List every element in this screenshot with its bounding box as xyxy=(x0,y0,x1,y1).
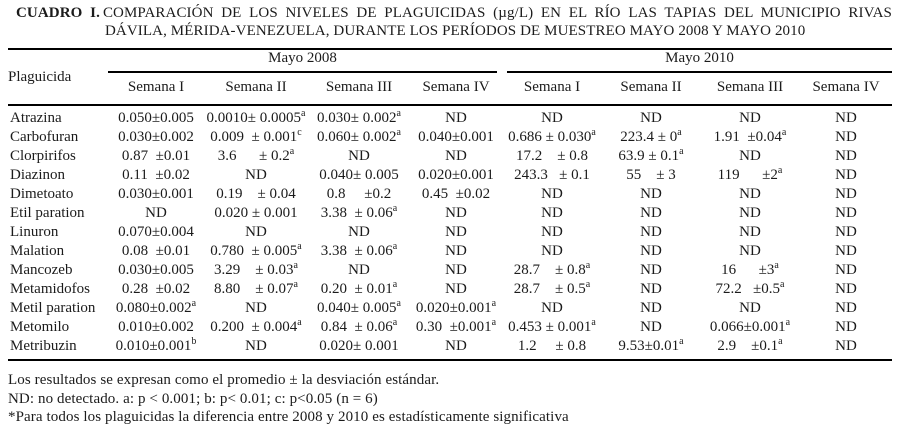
table-row xyxy=(8,299,892,318)
value-cell: 0.010±0.001$^b$ xyxy=(108,337,204,360)
pesticide-name: Metil paration xyxy=(10,300,96,316)
value-cell: ND xyxy=(245,167,267,183)
value-cell: 0.070±0.004 xyxy=(118,224,194,240)
value-cell: 1.2 ± 0.8 xyxy=(502,337,602,360)
value-cell: 28.7 ± 0.5$^a$ xyxy=(513,280,591,297)
table-row xyxy=(8,242,892,261)
table-row xyxy=(8,128,892,147)
significance-superscript: a xyxy=(392,318,398,328)
value-cell: ND xyxy=(739,224,761,240)
value-cell: 0.8 ±0.2 xyxy=(326,186,392,202)
value-cell: ND xyxy=(445,281,467,297)
value-cell: 0.030±0.001 xyxy=(118,186,194,202)
value-cell: 8.80 ± 0.07$^a$ xyxy=(214,280,298,297)
value-cell: 0.45 ±0.02 xyxy=(421,186,491,202)
column-header-semana-2008-4: Semana IV xyxy=(410,73,502,105)
value-cell: 3.6 ± 0.2$^a$ xyxy=(217,147,295,164)
value-cell: 9.53±0.01$^a$ xyxy=(602,337,700,360)
pesticide-name: Metribuzin xyxy=(8,337,108,360)
column-header-semana-2010-4: Semana IV xyxy=(800,73,892,105)
footnote-1: Los resultados se expresan como el promedio ± la desviación estándar. xyxy=(8,372,440,388)
value-cell: $223.4 \pm 0^a$ xyxy=(620,128,682,145)
value-cell: 0.020±0.001 xyxy=(418,167,494,183)
significance-superscript: a xyxy=(297,318,302,328)
pesticide-name: Linuron xyxy=(10,224,59,240)
pesticide-name: Mancozeb xyxy=(10,262,73,278)
table-row xyxy=(8,318,892,337)
value-cell: ND xyxy=(145,205,167,221)
group-header-row xyxy=(8,49,892,73)
value-cell: ND xyxy=(739,186,761,202)
value-cell: ND xyxy=(640,186,662,202)
table-row xyxy=(8,261,892,280)
value-cell: ND xyxy=(445,205,467,221)
value-cell: 2.9 ±0.1$^a$ xyxy=(700,337,800,360)
footnote-3: *Para todos los plaguicidas la diferencia entre 2008 y 2010 es estadísticamente significativa xyxy=(8,409,569,425)
value-cell: 0.686 ± 0.030$^a$ xyxy=(508,128,596,145)
value-cell: 63.9 ± 0.1$^a$ xyxy=(618,147,684,164)
column-group-mayo-2010 xyxy=(502,49,892,73)
value-cell: 0.030± 0.002$^a$ xyxy=(317,108,401,126)
value-cell: ND xyxy=(640,205,662,221)
value-cell: 0.20 ± 0.01$^a$ xyxy=(320,280,398,297)
value-cell: 0.780 ± 0.005$^a$ xyxy=(210,242,302,259)
value-cell: ND xyxy=(348,262,370,278)
pesticide-name: Dimetoato xyxy=(10,186,74,202)
significance-superscript: a xyxy=(679,337,684,347)
significance-superscript: a xyxy=(293,261,298,271)
significance-superscript: a xyxy=(585,261,591,271)
table-caption-label: CUADRO I. xyxy=(16,5,100,21)
table-caption-text: COMPARACIÓN DE LOS NIVELES DE PLAGUICIDAS (µg/L) EN EL RÍO LAS TAPIAS DEL MUNICIPIO RIVAS DÁVILA, MÉRIDA-VENEZUELA, DURANTE LOS PERÍODOS DE MUESTREO MAYO 2008 Y MAYO 2010 xyxy=(102,5,892,39)
value-cell: ND xyxy=(640,262,662,278)
value-cell: 3.38 ± 0.06$^a$ xyxy=(320,204,398,221)
value-cell: 3.38 ± 0.06$^a$ xyxy=(320,242,398,259)
value-cell: 0.060± 0.002$^a$ xyxy=(317,128,401,145)
significance-superscript: a xyxy=(392,280,398,290)
value-cell: 0.453 ± 0.001$^a$ xyxy=(508,318,596,335)
value-cell: ND xyxy=(541,186,563,202)
pesticide-name: Metomilo xyxy=(10,319,70,335)
value-cell: ND xyxy=(245,300,267,316)
significance-superscript: c xyxy=(297,128,302,138)
value-cell: ND xyxy=(640,300,662,316)
value-cell: 0.020 ± 0.001 xyxy=(214,205,298,221)
value-cell: ND xyxy=(541,205,563,221)
significance-superscript: a xyxy=(392,242,398,252)
significance-superscript: a xyxy=(591,128,596,138)
value-cell: 0.030±0.002 xyxy=(118,129,194,145)
value-cell: 0.080±0.002$^a$ xyxy=(115,299,197,316)
pesticide-levels-table xyxy=(8,48,892,361)
pesticide-name: Atrazina xyxy=(10,110,62,126)
value-cell: 0.19 ± 0.04 xyxy=(216,186,296,202)
significance-superscript: a xyxy=(293,280,298,290)
value-cell: ND xyxy=(739,205,761,221)
value-cell: ND xyxy=(445,148,467,164)
value-cell: 0.066±0.001$^a$ xyxy=(709,318,791,335)
value-cell: ND xyxy=(445,262,467,278)
value-cell: 0.84 ± 0.06$^a$ xyxy=(320,318,398,335)
table-row xyxy=(8,166,892,185)
column-group-mayo-2008 xyxy=(108,49,502,73)
value-cell: ND xyxy=(835,148,857,164)
footnote-2: ND: no detectado. a: p < 0.001; b: p< 0.01; c: p<0.05 (n = 6) xyxy=(8,390,378,407)
value-cell: 0.87 ±0.01 xyxy=(121,148,191,164)
value-cell: ND xyxy=(541,224,563,240)
value-cell: 28.7 ± 0.8$^a$ xyxy=(513,261,591,278)
value-cell: 55 ± 3 xyxy=(626,167,676,183)
significance-superscript: a xyxy=(301,108,306,119)
value-cell: ND xyxy=(835,243,857,259)
value-cell: ND xyxy=(739,300,761,316)
significance-superscript: a xyxy=(396,299,401,309)
pesticide-name: Malation xyxy=(10,243,65,259)
value-cell: 0.020± 0.001 xyxy=(308,337,410,360)
value-cell: 0.010±0.002 xyxy=(118,319,194,335)
pesticide-name: Etil paration xyxy=(10,205,85,221)
value-cell: ND xyxy=(204,337,308,360)
value-cell: 0.020±0.001$^a$ xyxy=(415,299,497,316)
footnotes xyxy=(8,371,892,427)
pesticide-name: Carbofuran xyxy=(10,129,79,145)
value-cell: ND xyxy=(445,110,467,126)
value-cell: ND xyxy=(739,110,761,126)
value-cell: 0.28 ±0.02 xyxy=(121,281,191,297)
value-cell: ND xyxy=(640,243,662,259)
significance-superscript: a xyxy=(392,204,398,214)
value-cell: ND xyxy=(835,110,857,126)
value-cell: 16 $\pm 3^a$ xyxy=(721,261,779,278)
significance-superscript: a xyxy=(679,147,684,157)
significance-superscript: a xyxy=(777,166,783,176)
column-header-semana-2010-1: Semana I xyxy=(502,73,602,105)
value-cell: 1.91 ±0.04$^a$ xyxy=(713,128,787,145)
pesticide-name: Clorpirifos xyxy=(10,148,76,164)
value-cell: 0.009 ± 0.001$^c$ xyxy=(210,128,302,145)
value-cell: 3.29 ± 0.03$^a$ xyxy=(214,261,298,278)
table-row xyxy=(8,280,892,299)
value-cell: 0.0010± 0.0005$^a$ xyxy=(206,108,306,126)
column-header-semana-2008-3: Semana III xyxy=(308,73,410,105)
value-cell: ND xyxy=(541,300,563,316)
value-cell: ND xyxy=(835,205,857,221)
significance-superscript: a xyxy=(491,299,497,309)
significance-superscript: a xyxy=(780,280,785,290)
value-cell: 119 $\pm 2^a$ xyxy=(717,166,783,183)
value-cell: ND xyxy=(541,110,563,126)
significance-superscript: a xyxy=(396,128,401,138)
column-group-label-2010: Mayo 2010 xyxy=(507,50,892,73)
value-cell: 0.30 ±0.001$^a$ xyxy=(415,318,497,335)
value-cell: ND xyxy=(541,243,563,259)
value-cell: ND xyxy=(640,110,662,126)
value-cell: ND xyxy=(835,224,857,240)
value-cell: ND xyxy=(739,148,761,164)
table-row xyxy=(8,337,892,360)
value-cell: ND xyxy=(835,186,857,202)
significance-superscript: b xyxy=(191,337,197,347)
significance-superscript: a xyxy=(191,299,197,309)
value-cell: 0.030±0.005 xyxy=(118,262,194,278)
value-cell: 17.2 ± 0.8 xyxy=(516,148,588,164)
pesticide-name: Diazinon xyxy=(10,167,65,183)
significance-superscript: a xyxy=(396,108,401,119)
value-cell: ND xyxy=(640,281,662,297)
significance-superscript: a xyxy=(297,242,302,252)
week-header-row xyxy=(8,73,892,105)
value-cell: ND xyxy=(410,337,502,360)
significance-superscript: a xyxy=(781,128,787,138)
value-cell: 0.11 ±0.02 xyxy=(122,167,190,183)
significance-superscript: a xyxy=(591,318,596,328)
table-caption xyxy=(8,4,892,40)
column-header-semana-2008-1: Semana I xyxy=(108,73,204,105)
value-cell: 0.040±0.001 xyxy=(418,129,494,145)
value-cell: 0.200 ± 0.004$^a$ xyxy=(210,318,302,335)
value-cell: ND xyxy=(835,262,857,278)
column-group-label-2008: Mayo 2008 xyxy=(108,50,497,73)
significance-superscript: a xyxy=(289,147,295,157)
value-cell: ND xyxy=(835,319,857,335)
value-cell: ND xyxy=(348,224,370,240)
significance-superscript: a xyxy=(785,318,791,328)
value-cell: ND xyxy=(445,243,467,259)
value-cell: 0.040± 0.005$^a$ xyxy=(317,299,401,316)
column-header-semana-2010-3: Semana III xyxy=(700,73,800,105)
value-cell: ND xyxy=(835,129,857,145)
value-cell: 243.3 ± 0.1 xyxy=(514,167,590,183)
table-row xyxy=(8,147,892,166)
table-row xyxy=(8,185,892,204)
value-cell: ND xyxy=(445,224,467,240)
significance-superscript: a xyxy=(491,318,497,328)
table-row xyxy=(8,204,892,223)
significance-superscript: a xyxy=(677,128,682,138)
value-cell: ND xyxy=(835,167,857,183)
value-cell: 0.08 ±0.01 xyxy=(121,243,191,259)
table-row xyxy=(8,223,892,242)
table-row xyxy=(8,105,892,128)
value-cell: 0.050±0.005 xyxy=(118,110,194,126)
significance-superscript: a xyxy=(778,337,783,347)
value-cell: ND xyxy=(800,337,892,360)
column-header-semana-2010-2: Semana II xyxy=(602,73,700,105)
significance-superscript: a xyxy=(585,280,591,290)
value-cell: ND xyxy=(245,224,267,240)
value-cell: 72.2 ±0.5$^a$ xyxy=(715,280,785,297)
column-header-plaguicida: Plaguicida xyxy=(8,49,108,105)
pesticide-name: Metamidofos xyxy=(10,281,90,297)
value-cell: ND xyxy=(835,281,857,297)
significance-superscript: a xyxy=(774,261,779,271)
value-cell: ND xyxy=(835,300,857,316)
value-cell: ND xyxy=(348,148,370,164)
value-cell: ND xyxy=(640,224,662,240)
value-cell: ND xyxy=(640,319,662,335)
value-cell: ND xyxy=(739,243,761,259)
value-cell: 0.040± 0.005 xyxy=(319,167,399,183)
column-header-semana-2008-2: Semana II xyxy=(204,73,308,105)
